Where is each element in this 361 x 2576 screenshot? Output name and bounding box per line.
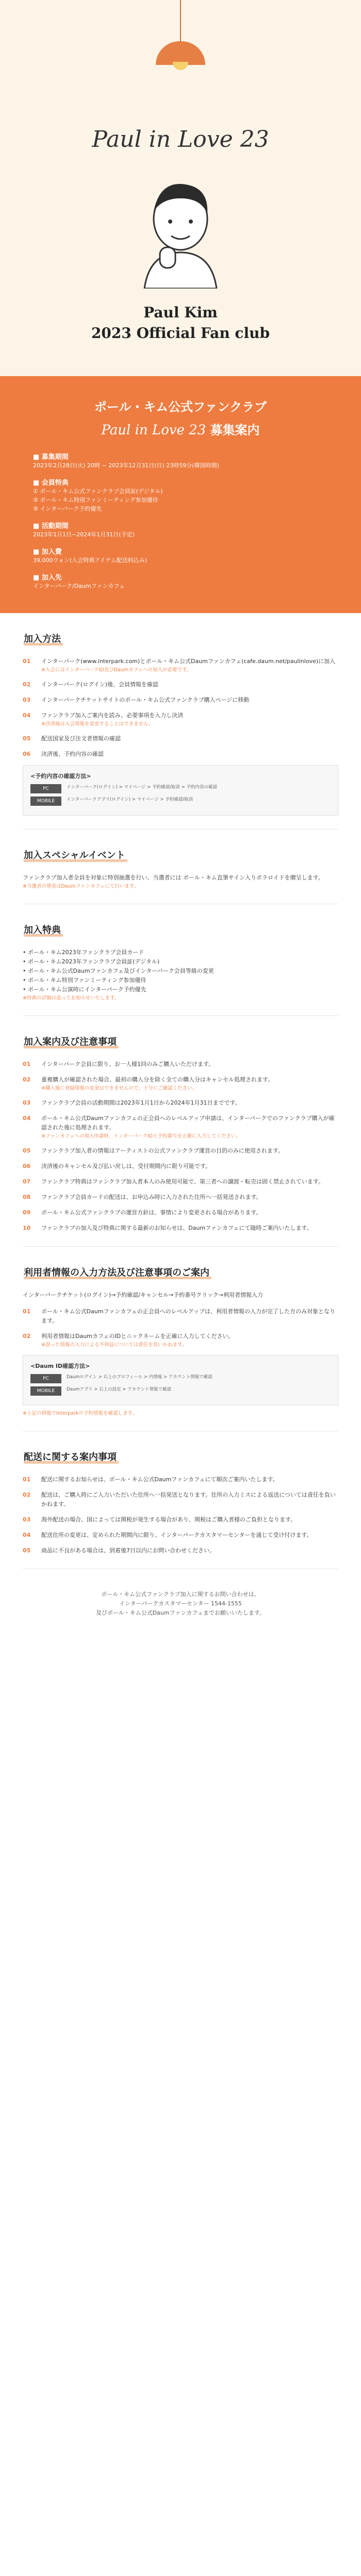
reservation-check-box xyxy=(23,765,338,816)
list-item xyxy=(23,1332,338,1349)
hero-english-title-2: 2023 Official Fan club xyxy=(91,325,270,342)
item-body: 商品に不良がある場合は、到着後7日以内にお問い合わせください。 xyxy=(41,1547,215,1554)
banner-info-line: ③ インターパーク予約優先 xyxy=(33,505,102,512)
box-title: <Daum ID確認方法> xyxy=(30,1363,90,1369)
item-number: 03 xyxy=(23,1516,31,1523)
section-special-event xyxy=(0,829,361,904)
item-body: ポール・キム公式Daumファンカフェの正会員へのレベルアップは、利用者情報の入力が完了した方のみ対象となります。 xyxy=(41,1308,336,1324)
item-number: 02 xyxy=(23,1333,31,1340)
item-number: 01 xyxy=(23,1061,31,1067)
banner-info-line: ① ポール・キム公式ファンクラブ会員証(デジタル) xyxy=(33,488,163,495)
box-row-text: Daumアプリ > 右上の設定 > アカウント情報で確認 xyxy=(67,1387,172,1392)
box-row xyxy=(30,1386,331,1396)
item-text xyxy=(41,1177,338,1187)
list-item xyxy=(23,1515,338,1524)
item-body: ファンクラブ会員の活動期間は2023年1月1日から2024年1月31日までです。 xyxy=(41,1099,241,1106)
item-body: 利用者情報はDaumカフェのIDとニックネームを正確に入力してください。 xyxy=(41,1333,234,1340)
item-text xyxy=(41,1490,338,1509)
item-number: 02 xyxy=(23,1492,31,1498)
item-text xyxy=(41,1114,338,1140)
item-number: 02 xyxy=(23,681,31,688)
list-item xyxy=(23,1307,338,1326)
list-item xyxy=(23,750,338,759)
list-item xyxy=(23,1531,338,1540)
list-item xyxy=(23,657,338,674)
item-body: インターパーク(www.interpark.com)とポール・キム公式Daumファンカフェ(cafe.daum.net/paulinlove)に加入 xyxy=(41,658,336,665)
text-line: • ポール・キム公演時にインターパーク予約優先 xyxy=(23,986,146,993)
platform-tag: PC xyxy=(30,1374,61,1383)
item-text xyxy=(41,1193,338,1202)
item-text xyxy=(41,1075,338,1092)
banner-info-line: 2023年1月1日~2024年1月31日(予定) xyxy=(33,531,135,538)
list-item xyxy=(23,1490,338,1509)
item-note: ※購入後に登録情報の変更はできませんので、十分にご確認ください。 xyxy=(41,1086,198,1091)
item-number: 07 xyxy=(23,1178,31,1185)
footer-line-1: ポール・キム公式ファンクラブ加入に関するお問い合わせは、 xyxy=(101,1591,260,1598)
item-number: 10 xyxy=(23,1225,31,1231)
item-text xyxy=(41,1162,338,1171)
item-note: ※誤った情報の入力による不利益については責任を負いかねます。 xyxy=(41,1342,187,1348)
list-item xyxy=(23,1475,338,1484)
box-title: <予約内容の確認方法> xyxy=(30,773,91,779)
item-number: 01 xyxy=(23,658,31,665)
box-row xyxy=(30,784,331,793)
hero-english-title-1: Paul Kim xyxy=(143,304,218,321)
item-note: ※入会にはインターパークID及びDaumカフェへの加入が必要です。 xyxy=(41,667,192,673)
text-line: • ポール・キム2023年ファンクラブ会員カード xyxy=(23,949,144,956)
hero-script-title: Paul in Love 23 xyxy=(92,126,269,152)
item-text xyxy=(41,680,338,689)
item-number: 06 xyxy=(23,751,31,757)
item-number: 02 xyxy=(23,1076,31,1083)
item-body: ファンクラブの加入及び特典に関する最新のお知らせは、Daumファンカフェにて随時ご案内いたします。 xyxy=(41,1225,313,1231)
list-item xyxy=(23,1177,338,1187)
item-text xyxy=(41,1475,338,1484)
note: ※上記の情報でInterparkの予約情報を確認します。 xyxy=(23,1411,137,1416)
daum-id-check-box xyxy=(23,1355,338,1405)
platform-tag: MOBILE xyxy=(30,1386,61,1396)
item-body: ファンクラブ会員カードの配送は、お申込み時に入力された住所へ一括発送されます。 xyxy=(41,1194,262,1200)
banner-info xyxy=(33,451,328,590)
box-row-text: インターパークアプリ(ログイン) > マイページ > 予約確認/取消 xyxy=(67,797,193,802)
item-body: 決済後、予約内容の確認 xyxy=(41,751,104,757)
item-body: ファンクラブ加入ご案内を読み、必要事項を入力し決済 xyxy=(41,712,184,719)
banner-title: ポール・キム公式ファンクラブ xyxy=(94,400,267,414)
item-text xyxy=(41,1060,338,1069)
footer-line-3: 及びポール・キム公式Daumファンカフェまでお願いいたします。 xyxy=(96,1609,265,1616)
list-item xyxy=(23,680,338,689)
item-number: 03 xyxy=(23,1099,31,1106)
item-text xyxy=(41,1307,338,1326)
item-body: 配送住所の変更は、定められた期間内に限り、インターパークカスタマーセンターを通じて受け付けます。 xyxy=(41,1532,313,1538)
item-body: ファンクラブ加入者の情報はアーティストの公式ファンクラブ運営の目的のみに使用されます。 xyxy=(41,1147,284,1154)
item-text xyxy=(41,750,338,759)
item-body: インターパークチケットサイトのポール・キム公式ファンクラブ購入ページに移動 xyxy=(41,697,250,703)
banner-info-label: ■ 募集期間 xyxy=(33,453,69,461)
box-row-text: インターパーク(ログイン) > マイページ > 予約確認/取消 > 予約内容の確認 xyxy=(67,785,218,790)
item-body: 重複購入が確認された場合、最初の購入分を除く全ての購入分はキャンセル処理されます。 xyxy=(41,1076,274,1083)
platform-tag: MOBILE xyxy=(30,796,61,806)
section-shipping xyxy=(0,1431,361,1569)
list-item xyxy=(23,1162,338,1171)
list-item xyxy=(23,1146,338,1156)
item-number: 01 xyxy=(23,1476,31,1483)
item-body: 決済後のキャンセル及び払い戻しは、受付期間内に限り可能です。 xyxy=(41,1163,211,1170)
footer xyxy=(0,1569,361,1643)
artist-illustration xyxy=(129,170,232,289)
item-number: 01 xyxy=(23,1308,31,1315)
text-line: • ポール・キム2023年ファンクラブ会員証(デジタル) xyxy=(23,958,160,965)
section-title: 利用者情報の入力方法及び注意事項のご案内 xyxy=(24,1269,211,1279)
item-body: ファンクラブ特典はファンクラブ加入者本人のみ使用可能で、第三者への譲渡・転売は固く禁止されています。 xyxy=(41,1178,324,1185)
section-notices xyxy=(0,1016,361,1247)
list-item xyxy=(23,1193,338,1202)
note: ※特典の詳細は追ってお知らせいたします。 xyxy=(23,995,120,1001)
hero-section xyxy=(0,0,361,376)
item-text xyxy=(41,696,338,705)
text-line: • ポール・キム公式Daumファンカフェ及びインターパーク会員等級の変更 xyxy=(23,968,214,974)
section-user-info xyxy=(0,1247,361,1431)
banner-info-label: ■ 加入先 xyxy=(33,574,62,582)
item-number: 05 xyxy=(23,1147,31,1154)
item-text xyxy=(41,1208,338,1217)
intro-text: インターパークチケット(ログイン)→予約確認/キャンセル→予約番号クリック→利用者情報入力 xyxy=(23,1292,263,1298)
section-benefits xyxy=(0,904,361,1016)
section-title: 加入スペシャルイベント xyxy=(24,852,127,862)
list-item xyxy=(23,1114,338,1140)
list-item xyxy=(23,1060,338,1069)
banner-info-label: ■ 会員特典 xyxy=(33,479,69,487)
item-body: 海外配送の場合、国によっては関税が発生する場合があり、関税はご購入者様のご負担となります。 xyxy=(41,1516,297,1523)
item-text xyxy=(41,1098,338,1108)
section-title: 加入方法 xyxy=(24,636,63,646)
item-body: 配送は、ご購入時にご入力いただいた住所へ一括発送となります。住所の入力ミスによる返送については責任を負いかねます。 xyxy=(41,1492,336,1507)
item-text xyxy=(41,734,338,743)
list-item xyxy=(23,1075,338,1092)
list-item xyxy=(23,1208,338,1217)
banner-subtitle: Paul in Love 23 募集案内 xyxy=(101,422,260,438)
banner-info-line: インターパーク/Daumファンカフェ xyxy=(33,583,125,589)
section-join-method xyxy=(0,613,361,829)
item-text xyxy=(41,1531,338,1540)
item-text xyxy=(41,1546,338,1555)
item-text xyxy=(41,1146,338,1156)
item-text xyxy=(41,711,338,728)
text-line: ファンクラブ加入者全員を対象に特別抽選を行い、当選者には ポール・キム直筆サイン入りポラロイドを贈呈します。 xyxy=(23,874,324,881)
item-text xyxy=(41,657,338,674)
item-body: ポール・キム公式Daumファンカフェの正会員へのレベルアップ申請は、インターパークでのファンクラブ購入が確認された後に処理されます。 xyxy=(41,1115,335,1131)
item-note: ※ファンカフェへの加入申請時、インターパークIDと予約番号を正確に入力してください。 xyxy=(41,1133,241,1139)
banner-info-line: 2023年2月28日(火) 20時 ~ 2023年12月31日(日) 23時59分(韓国時間) xyxy=(33,462,219,469)
banner-info-line: 39,000ウォン(入会特典アイテム配送料込み) xyxy=(33,557,147,564)
item-note: ※決済後は入会情報を変更することはできません。 xyxy=(41,721,154,727)
item-number: 05 xyxy=(23,735,31,742)
item-text xyxy=(41,1332,338,1349)
section-title: 加入特典 xyxy=(24,927,63,937)
info-banner xyxy=(0,376,361,613)
note: ※当選者の発表はDaumファンカフェにて行います。 xyxy=(23,884,139,889)
box-row-text: Daumログイン > 右上のプロフィール > 内情報 > アカウント情報で確認 xyxy=(67,1375,212,1380)
list-item xyxy=(23,1546,338,1555)
item-number: 05 xyxy=(23,1547,31,1554)
item-number: 04 xyxy=(23,712,31,719)
banner-info-label: ■ 加入費 xyxy=(33,548,62,556)
item-number: 04 xyxy=(23,1115,31,1122)
item-number: 08 xyxy=(23,1194,31,1200)
item-number: 06 xyxy=(23,1163,31,1170)
item-text xyxy=(41,1515,338,1524)
item-body: インターパーク(ログイン)後、会員情報を確認 xyxy=(41,681,159,688)
section-title: 加入案内及び注意事項 xyxy=(24,1039,119,1048)
text-line: • ポール・キム特別ファンミーティング参加優待 xyxy=(23,977,146,984)
item-number: 09 xyxy=(23,1209,31,1216)
box-row xyxy=(30,796,331,806)
banner-info-label: ■ 活動期間 xyxy=(33,522,69,530)
section-title: 配送に関する案内事項 xyxy=(24,1454,119,1464)
footer-line-2: インターパークカスタマーセンター 1544-1555 xyxy=(119,1600,242,1607)
item-body: インターパーク会員に限り、お一人様1回のみご購入いただけます。 xyxy=(41,1061,215,1067)
item-number: 03 xyxy=(23,697,31,703)
item-body: 配送に関するお知らせは、ポール・キム公式Daumファンカフェにて順次ご案内いたします。 xyxy=(41,1476,278,1483)
list-item xyxy=(23,1224,338,1233)
box-row xyxy=(30,1374,331,1383)
list-item xyxy=(23,696,338,705)
item-number: 04 xyxy=(23,1532,31,1538)
list-item xyxy=(23,1098,338,1108)
item-text xyxy=(41,1224,338,1233)
item-body: 配送国家及び注文者情報の確認 xyxy=(41,735,121,742)
platform-tag: PC xyxy=(30,784,61,793)
list-item xyxy=(23,711,338,728)
item-body: ポール・キム公式ファンクラブの運営方針は、事情により変更される場合があります。 xyxy=(41,1209,262,1216)
banner-info-line: ② ポール・キム特別ファンミーティング参加優待 xyxy=(33,497,158,503)
list-item xyxy=(23,734,338,743)
